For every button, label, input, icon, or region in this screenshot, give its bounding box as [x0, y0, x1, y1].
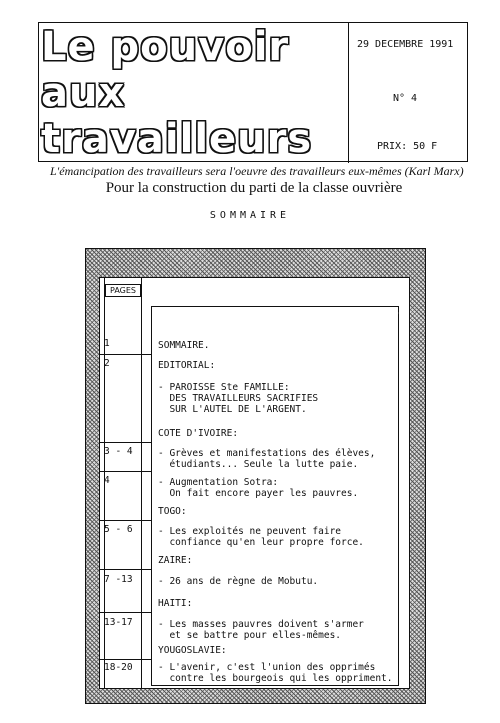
- page-number: 4: [104, 475, 110, 486]
- title-line-2: aux: [41, 70, 126, 116]
- contents-frame: [85, 248, 426, 704]
- issue-price: PRIX: 50 F: [377, 141, 438, 152]
- title-line-3: travailleurs: [41, 116, 313, 162]
- page-number: 13-17: [104, 617, 133, 628]
- toc-entry: SOMMAIRE.: [158, 340, 210, 351]
- toc-section: YOUGOSLAVIE:: [158, 645, 227, 656]
- title-line-1: Le pouvoir: [41, 24, 290, 70]
- pages-header: PAGES: [105, 284, 141, 297]
- page-number: 3 - 4: [104, 446, 133, 457]
- page-number: 18-20: [104, 662, 133, 673]
- row-divider: [100, 569, 152, 570]
- toc-entry: - Grèves et manifestations des élèves, étudiants... Seule la lutte paie.: [158, 448, 376, 470]
- toc-entry: - Les exploités ne peuvent faire confiance qu'en leur propre force.: [158, 526, 364, 548]
- row-divider: [100, 659, 152, 660]
- toc-section: HAITI:: [158, 598, 193, 609]
- toc-section: ZAIRE:: [158, 555, 193, 566]
- toc-entry: - L'avenir, c'est l'union des opprimés contre les bourgeois qui les oppriment.: [158, 662, 393, 684]
- row-divider: [100, 520, 152, 521]
- pen-mark: ': [396, 311, 401, 320]
- toc-entry: - Les masses pauvres doivent s'armer et se battre pour elles-mêmes.: [158, 619, 364, 641]
- contents-table: [99, 277, 410, 689]
- toc-entry: EDITORIAL:: [158, 360, 216, 371]
- toc-entry: - 26 ans de règne de Mobutu.: [158, 576, 319, 587]
- masthead-subtitle: Pour la construction du parti de la classe ouvrière: [105, 180, 403, 196]
- toc-entry: - PAROISSE Ste FAMILLE: DES TRAVAILLEURS SACRIFIES SUR L'AUTEL DE L'ARGENT.: [158, 382, 319, 415]
- toc-section: COTE D'IVOIRE:: [158, 428, 239, 439]
- masthead-title-block: [39, 23, 349, 163]
- page-number: 7 -13: [104, 574, 133, 585]
- masthead: [38, 22, 468, 162]
- toc-entry: - Augmentation Sotra: On fait encore payer les pauvres.: [158, 477, 359, 499]
- issue-number: N° 4: [393, 93, 418, 104]
- row-divider: [100, 354, 152, 355]
- issue-date: 29 DECEMBRE 1991: [357, 39, 454, 50]
- masthead-quote: L'émancipation des travailleurs sera l'oeuvre des travailleurs eux-mêmes (Karl Marx): [50, 164, 464, 178]
- row-divider: [100, 471, 152, 472]
- page-number: 1: [104, 338, 110, 349]
- row-divider: [100, 442, 152, 443]
- toc-section: TOGO:: [158, 506, 187, 517]
- page-number: 5 - 6: [104, 524, 133, 535]
- row-divider: [100, 612, 152, 613]
- sommaire-heading: SOMMAIRE: [209, 210, 291, 221]
- masthead-info: [349, 23, 467, 163]
- page-number: 2: [104, 358, 110, 369]
